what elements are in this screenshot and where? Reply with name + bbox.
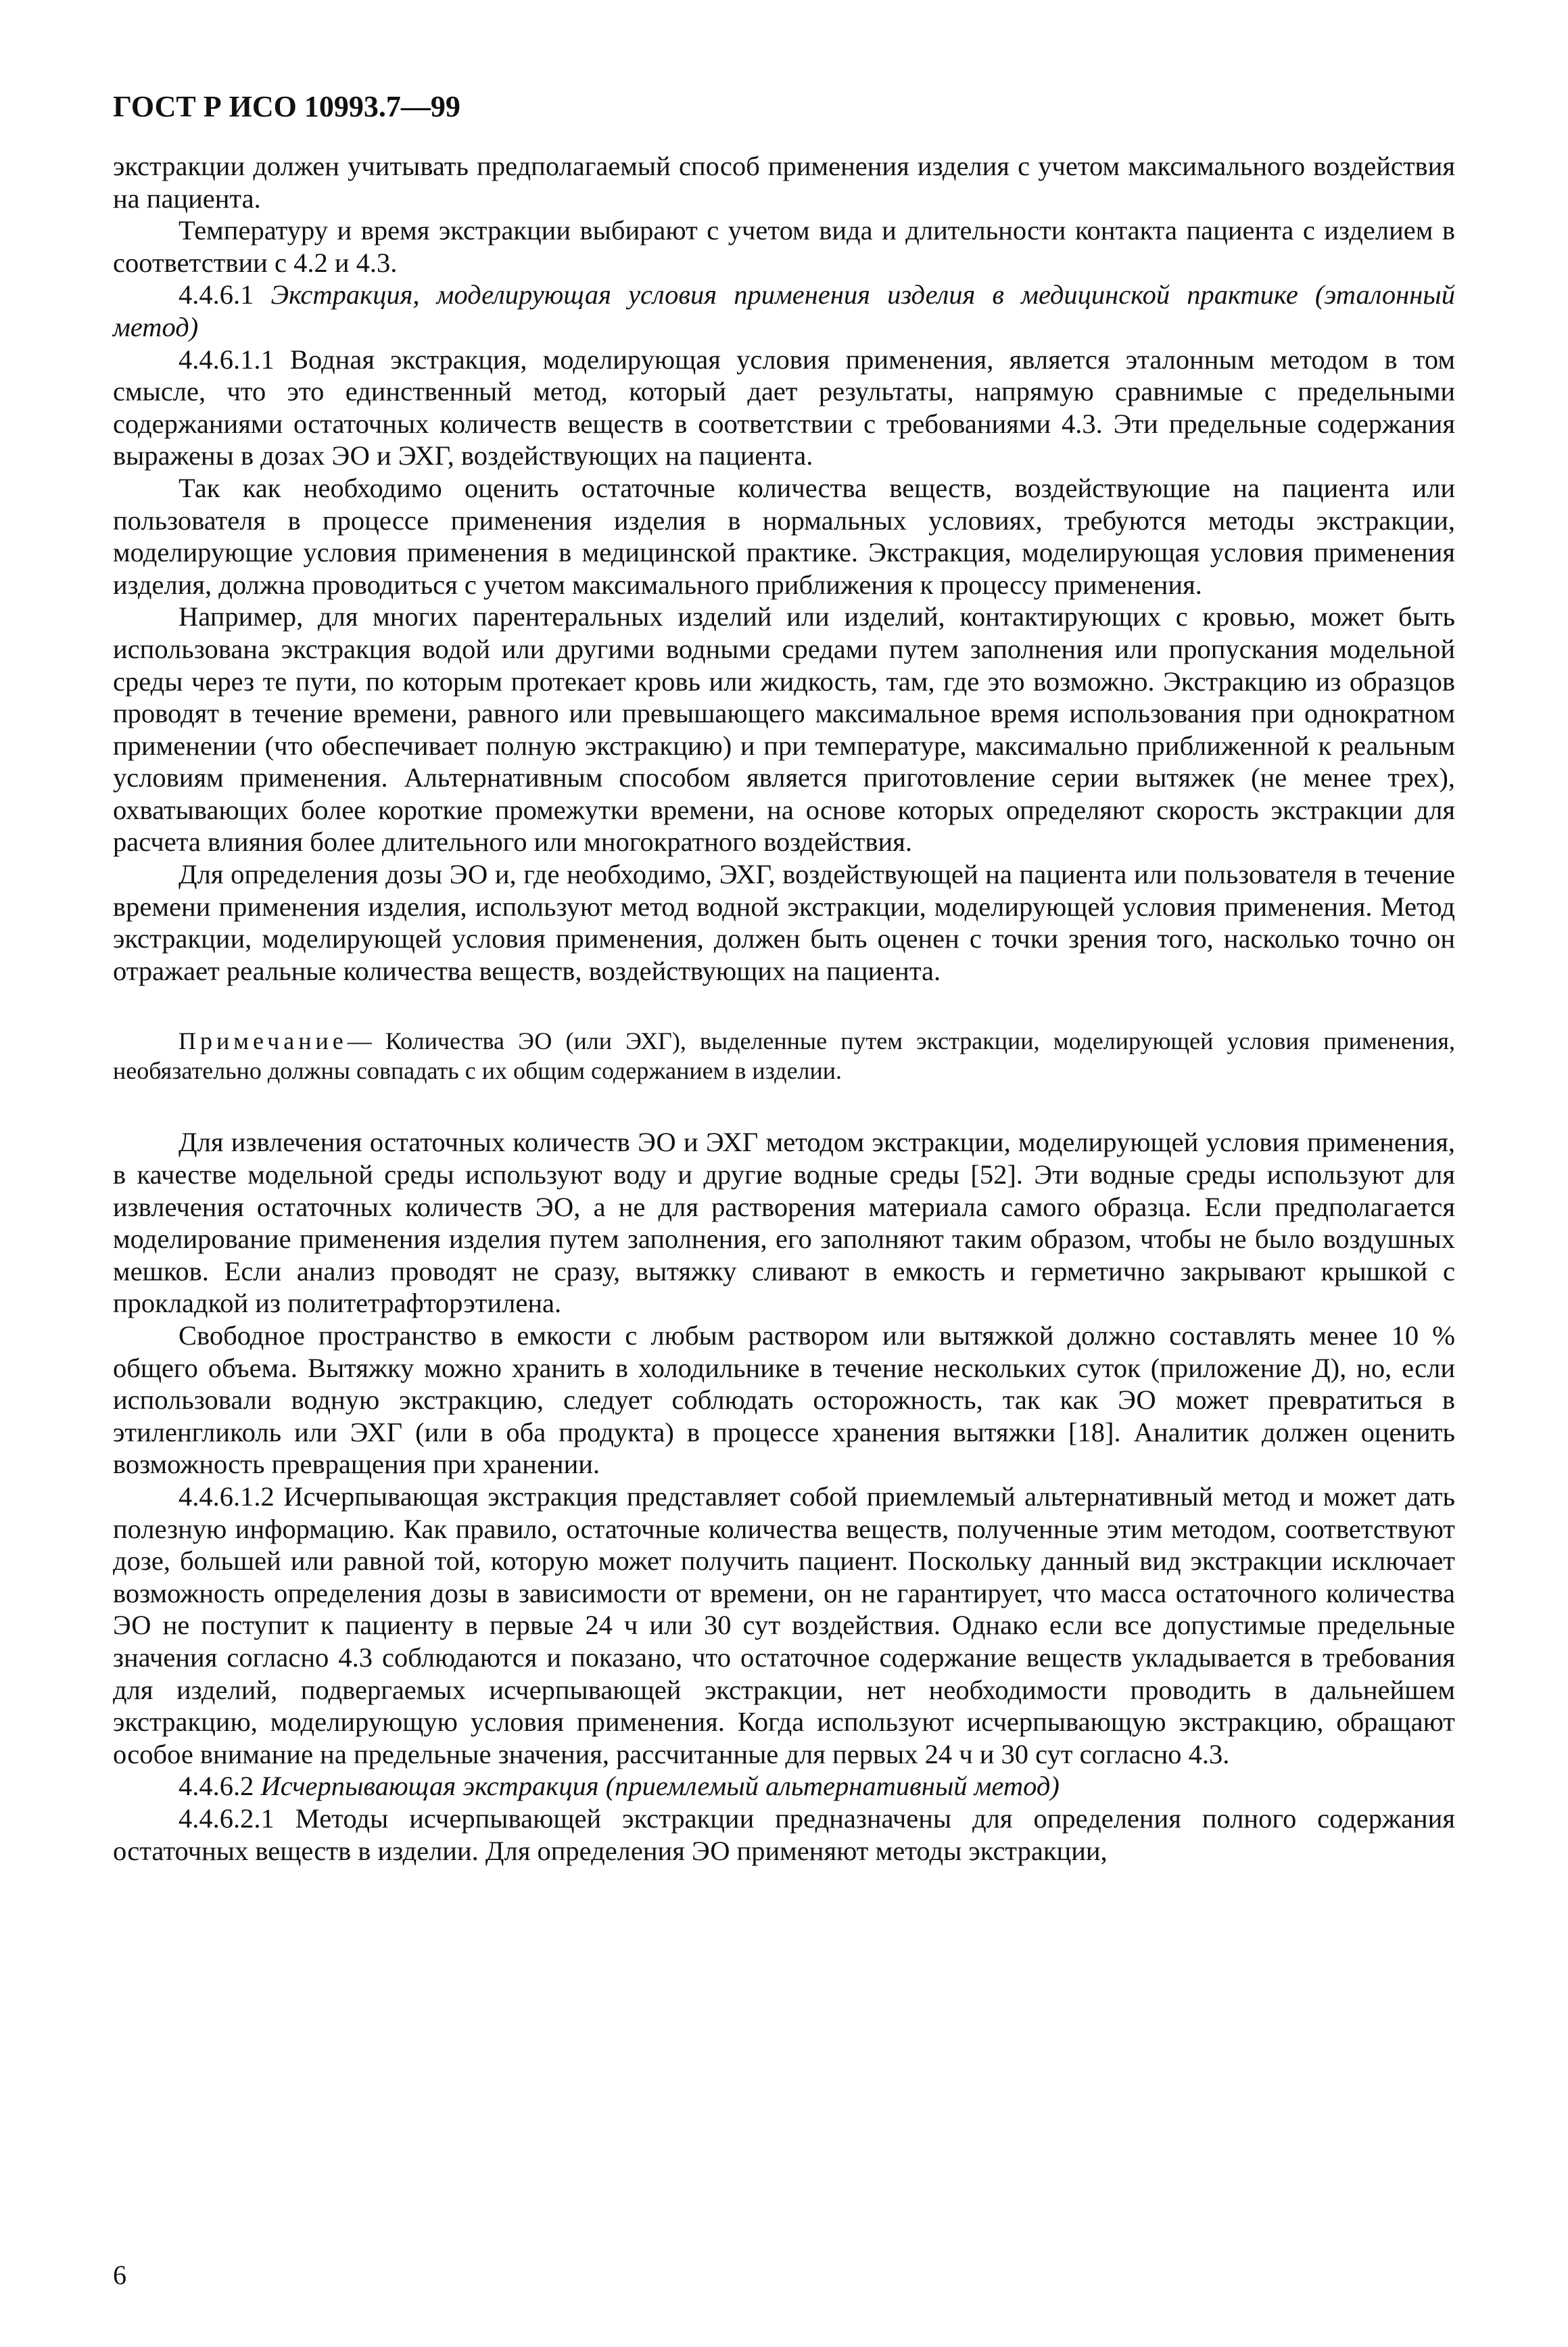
section-heading-4461 [113, 279, 1455, 343]
paragraph: Для определения дозы ЭО и, где необходимо, ЭХГ, воздействующей на пациента или пользователя в течение времени применения изделия, используют метод водной экстракции, моделирующей условия применения. Метод экстракции, моделирующей условия применения, должен быть оценен с точки зрения того, насколько точно он отражает реальные количества веществ, воздействующих на пациента. [113, 859, 1455, 986]
paragraph: Например, для многих парентеральных изделий или изделий, контактирующих с кровью, может быть использована экстракция водой или другими водными средами путем заполнения или пропускания модельной среды через те пути, по которым протекает кровь или жидкость, там, где это возможно. Экстракцию из образцов проводят в течение времени, равного или превышающего максимальное время использования при однократном применении (что обеспечивает полную экстракцию) и при температуре, максимально приближенной к реальным условиям применения. Альтернативным способом является приготовление серии вытяжек (не менее трех), охватывающих более короткие промежутки времени, на основе которых определяют скорость экстракции для расчета влияния более длительного или многократного воздействия. [113, 601, 1455, 858]
paragraph: 4.4.6.1.1 Водная экстракция, моделирующая условия применения, является эталонным методом в том смысле, что это единственный метод, который дает результаты, напрямую сравнимые с предельными содержаниями остаточных количеств веществ в соответствии с требованиями 4.3. Эти предельные содержания выражены в дозах ЭО и ЭХГ, воздействующих на пациента. [113, 344, 1455, 471]
section-title: Исчерпывающая экстракция (приемлемый альтернативный метод) [260, 1771, 1060, 1802]
note-label: Примечание [179, 1027, 348, 1055]
body-text [113, 150, 1455, 987]
paragraph: 4.4.6.1.2 Исчерпывающая экстракция представляет собой приемлемый альтернативный метод и может дать полезную информацию. Как правило, остаточные количества веществ, полученные этим методом, соответствуют дозе, большей или равной той, которую может получить пациент. Поскольку данный вид экстракции исключает возможность определения дозы в зависимости от времени, он не гарантирует, что масса остаточного количества ЭО не поступит к пациенту в первые 24 ч или 30 сут воздействия. Однако если все допустимые предельные значения согласно 4.3 соблюдаются и показано, что остаточное содержание веществ укладывается в требования для изделий, подвергаемых исчерпывающей экстракции, нет необходимости проводить в дальнейшем экстракцию, моделирующую условия применения. Когда используют исчерпывающую экстракцию, обращают особое внимание на предельные значения, рассчитанные для первых 24 ч и 30 сут согласно 4.3. [113, 1481, 1455, 1769]
section-number: 4.4.6.2 [179, 1771, 254, 1802]
note-block [113, 1026, 1455, 1086]
paragraph: экстракции должен учитывать предполагаемый способ применения изделия с учетом максимального воздействия на пациента. [113, 151, 1455, 214]
paragraph: Свободное пространство в емкости с любым раствором или вытяжкой должно составлять менее 10 % общего объема. Вытяжку можно хранить в холодильнике в течение нескольких суток (приложение Д), но, если использовали водную экстракцию, следует соблюдать осторожность, так как ЭО может превратиться в этиленгликоль или ЭХГ (или в оба продукта) в процессе хранения вытяжки [18]. Аналитик должен оценить возможность превращения при хранении. [113, 1320, 1455, 1480]
section-heading-4462 [113, 1770, 1455, 1803]
paragraph: Температуру и время экстракции выбирают с учетом вида и длительности контакта пациента с изделием в соответствии с 4.2 и 4.3. [113, 215, 1455, 278]
section-title: Экстракция, моделирующая условия применения изделия в медицинской практике (эталонный метод) [113, 279, 1455, 342]
document-page [113, 88, 1455, 1867]
paragraph: Для извлечения остаточных количеств ЭО и ЭХГ методом экстракции, моделирующей условия применения, в качестве модельной среды используют воду и другие водные среды [52]. Эти водные среды используют для извлечения остаточных количеств ЭО, а не для растворения материала самого образца. Если предполагается моделирование применения изделия путем заполнения, его заполняют таким образом, чтобы не было воздушных мешков. Если анализ проводят не сразу, вытяжку сливают в емкость и герметично закрывают крышкой с прокладкой из политетрафторэтилена. [113, 1127, 1455, 1319]
note-text: — Количества ЭО (или ЭХГ), выделенные путем экстракции, моделирующей условия применения, необязательно должны совпадать с их общим содержанием в изделии. [113, 1027, 1455, 1085]
page-number: 6 [113, 2260, 126, 2290]
section-number: 4.4.6.1 [179, 279, 254, 310]
paragraph: Так как необходимо оценить остаточные количества веществ, воздействующие на пациента или пользователя в процессе применения изделия в нормальных условиях, требуются методы экстракции, моделирующие условия применения в медицинской практике. Экстракция, моделирующая условия применения изделия, должна проводиться с учетом максимального приближения к процессу применения. [113, 472, 1455, 600]
body-text-continued [113, 1126, 1455, 1867]
paragraph: 4.4.6.2.1 Методы исчерпывающей экстракции предназначены для определения полного содержания остаточных веществ в изделии. Для определения ЭО применяют методы экстракции, [113, 1803, 1455, 1866]
note-paragraph [113, 1026, 1455, 1086]
page-header: ГОСТ Р ИСО 10993.7—99 [113, 90, 460, 123]
